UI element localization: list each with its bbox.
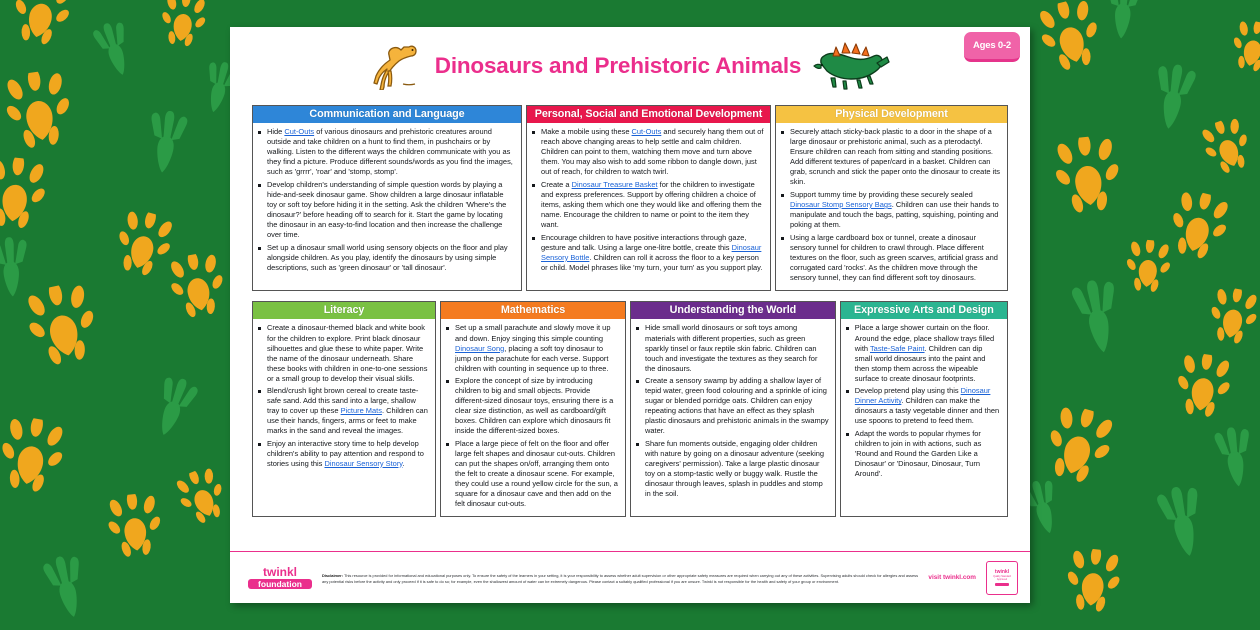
activity-item: Make a mobile using these Cut-Outs and securely hang them out of reach above changing areas to help settle and calm children. Children can point to them, watching them move and turn above them. You may also wish to add some ribbon to dangle down, just out of reach, for children to watch twirl. <box>531 127 764 177</box>
learning-area-column <box>440 301 626 517</box>
disclaimer-body: This resource is provided for informational and educational purposes only. To ensure the safety of the learners in your setting, it is your responsibility to assess whether adult supervision or other appropriate safety measures are required when carrying out any of these activities. Supervising adults should check for allergies and assess any potential risks before the activity and only proceed if it is safe to do so; for example, even the shallowest amount of water can be extremely dangerous. Please contact a suitably qualified professional if you are unsure. Twinkl is not responsible for the health and safety of your group or environment. <box>322 572 919 584</box>
activity-item: Create a Dinosaur Treasure Basket for the children to investigate and express preferences. Support by offering children a choice of items, asking them which one they would like and offering them the name. Encourage the children to name or point to the item they want. <box>531 180 764 230</box>
bottom-area-grid <box>252 301 1008 517</box>
activity-list <box>531 127 764 272</box>
activity-item: Develop pretend play using this Dinosaur Dinner Activity. Children can make the dinosaurs a tasty vegetable dinner and then use spoons to pretend to feed them. <box>845 386 1001 426</box>
activity-item: Support tummy time by providing these securely sealed Dinosaur Stomp Sensory Bags. Children can use their hands to manipulate and touch the bags, patting, squishing, pointing and poking at them. <box>780 190 1001 230</box>
visit-twinkl-link[interactable]: visit twinkl.com <box>928 574 976 581</box>
learning-area-body <box>631 319 835 516</box>
learning-area-heading: Expressive Arts and Design <box>841 302 1007 319</box>
learning-area-column <box>840 301 1008 517</box>
badge-bar <box>995 583 1009 586</box>
footprint-icon <box>0 68 78 161</box>
footprint-icon <box>171 463 235 534</box>
footprint-icon <box>0 155 50 239</box>
activity-item: Explore the concept of size by introducing children to big and small objects. Provide different-sized dinosaur toys, ensuring there is a clear size distinction, as well as cardboard/gift boxes. Children can explore which dinosaurs fit inside the different-sized boxes. <box>445 376 619 436</box>
activity-item: Securely attach sticky-back plastic to a door in the shape of a large dinosaur or prehistoric animal, such as a pterodactyl. Ensure children can reach from sitting and standing positions. Add different textures of paper/card in a basket. Children can grab, scrunch and stick the paper onto the dinosaur to create its skin. <box>780 127 1001 187</box>
activity-list <box>257 323 429 468</box>
sauropod-dinosaur-illustration <box>369 38 423 95</box>
top-area-grid <box>252 105 1008 291</box>
footprint-icon <box>165 250 231 328</box>
footprint-icon <box>104 492 166 567</box>
activity-item: Using a large cardboard box or tunnel, create a dinosaur sensory tunnel for children to crawl through. Place different textures on the floor, such as green scarves, artificial grass and corrugated card 'rocks'. As the children move through the sensory tunnel, they can find different soft toy dinosaurs. <box>780 233 1001 283</box>
page-footer <box>230 551 1030 603</box>
learning-area-heading: Literacy <box>253 302 435 319</box>
activity-item: Place a large shower curtain on the floor. Around the edge, place shallow trays filled with Taste-Safe Paint. Children can dip small world dinosaurs into the paint and then stomp them across the wipeable surface to create dinosaur footprints. <box>845 323 1001 383</box>
learning-area-column <box>775 105 1008 291</box>
resource-link[interactable]: Dinosaur Stomp Sensory Bags <box>790 199 892 209</box>
footprint-icon <box>135 107 197 180</box>
footprint-icon <box>5 0 76 56</box>
resource-link[interactable]: Cut-Outs <box>284 127 315 137</box>
learning-area-body <box>253 123 521 290</box>
page-header <box>230 27 1030 105</box>
learning-area-column <box>252 301 436 517</box>
activity-item: Share fun moments outside, engaging older children with nature by going on a dinosaur adventure (seeking caregivers' permission). Take a large plastic dinosaur toy on a stomp-tastic welly or buggy walk. Rustle the dinosaur through leaves, splash in puddles and stomp in the soil. <box>635 439 829 499</box>
resource-link[interactable]: Dinosaur Dinner Activity <box>854 386 991 406</box>
activity-list <box>635 323 829 498</box>
footprint-icon <box>1206 424 1260 494</box>
footprint-icon <box>1140 60 1205 137</box>
footprint-icon <box>1196 114 1259 184</box>
twinkl-foundation-logo <box>248 566 312 590</box>
footprint-icon <box>1123 238 1174 300</box>
footprint-icon <box>1161 187 1234 271</box>
learning-area-heading: Personal, Social and Emotional Development <box>527 106 770 123</box>
resource-link[interactable]: Dinosaur Sensory Story <box>324 458 403 468</box>
activity-list <box>845 323 1001 478</box>
activity-item: Adapt the words to popular rhymes for children to join in with actions, such as 'Round and Round the Garden Like a Dinosaur' or 'Dinosaur, Dinosaur, Turn Around'. <box>845 429 1001 479</box>
learning-area-body <box>527 123 770 290</box>
activity-item: Create a sensory swamp by adding a shallow layer of tepid water, green food colouring and a sprinkle of icing sugar or blended porridge oats. Children can enjoy repeating actions that have an effect as they splash plastic dinosaurs and prehistoric animals in the swampy water. <box>635 376 829 436</box>
footprint-icon <box>84 16 146 85</box>
foundation-logo-sub: foundation <box>248 579 312 590</box>
activity-item: Set up a dinosaur small world using sensory objects on the floor and play alongside children. As you play, identify the dinosaurs by using simple descriptions, such as 'green dinosaur' or 'tall dinosaur'. <box>257 243 515 273</box>
activity-item: Create a dinosaur-themed black and white book for the children to explore. Print black dinosaur silhouettes and glue these to white paper. Write the name of the dinosaur underneath. Share these books with children in one-to-one sessions or a small group to develop their visual skills. <box>257 323 429 383</box>
activity-list <box>257 127 515 272</box>
learning-area-body <box>441 319 625 516</box>
footprint-icon <box>0 235 38 302</box>
resource-link[interactable]: Cut-Outs <box>631 127 662 137</box>
worksheet-page <box>230 27 1030 603</box>
footprint-icon <box>1226 18 1260 81</box>
disclaimer-label: Disclaimer: <box>322 572 343 578</box>
learning-area-heading: Physical Development <box>776 106 1007 123</box>
activity-item: Hide Cut-Outs of various dinosaurs and prehistoric creatures around outside and take children on a hunt to find them, in pushchairs or by walking. Listen to the different ways the children communicate with you as they find a picture. Produce different sounds/words as you find the images, such as 'grrrr', 'roar' and 'stomp, stomp'. <box>257 127 515 177</box>
disclaimer-text <box>322 571 918 584</box>
activity-item: Place a large piece of felt on the floor and offer large felt shapes and dinosaur cut-outs. Children can put the shapes on/off, arranging them onto the felt to create a dinosaur scene. For example, they could use a round yellow circle for the sun, a square for a dinosaur cave and then add on the felt dinosaur cut-outs. <box>445 439 619 509</box>
footprint-icon <box>1062 547 1124 622</box>
foundation-logo-word: twinkl <box>262 564 297 579</box>
learning-area-heading: Mathematics <box>441 302 625 319</box>
footprint-icon <box>1204 285 1260 353</box>
twinkl-quality-badge <box>986 561 1018 595</box>
badge-sub: Quality Standard Approved <box>993 575 1011 581</box>
activity-list <box>780 127 1001 282</box>
activity-item: Encourage children to have positive interactions through gaze, gesture and talk. Using a large one-litre bottle, create this Dinosaur Sensory Bottle. Children can roll it across the floor to a key person or child. Model phrases like 'my turn, your turn' as you support play. <box>531 233 764 273</box>
learning-area-column <box>252 105 522 291</box>
learning-area-heading: Communication and Language <box>253 106 521 123</box>
badge-word: twinkl <box>994 569 1010 576</box>
footprint-icon <box>33 550 100 628</box>
footprint-icon <box>1050 134 1125 225</box>
resource-link[interactable]: Dinosaur Song <box>455 343 505 353</box>
learning-area-body <box>841 319 1007 516</box>
stegosaurus-dinosaur-illustration <box>813 38 891 95</box>
resource-link[interactable]: Picture Mats <box>340 406 382 416</box>
footprint-icon <box>1146 481 1220 567</box>
learning-area-column <box>526 105 771 291</box>
footprint-icon <box>1096 0 1151 45</box>
learning-area-body <box>253 319 435 516</box>
activity-item: Set up a small parachute and slowly move it up and down. Enjoy singing this simple counting Dinosaur Song, placing a soft toy dinosaur to jump on the parachute for each verse. Support children with counting in sequence up to three. <box>445 323 619 373</box>
activity-list <box>445 323 619 508</box>
learning-area-column <box>630 301 836 517</box>
footprint-icon <box>0 413 70 504</box>
activity-item: Enjoy an interactive story time to help develop children's ability to pay attention and respond to stories using this Dinosaur Sensory Story. <box>257 439 429 469</box>
footprint-icon <box>1171 351 1235 428</box>
resource-link[interactable]: Taste-Safe Paint <box>869 343 925 353</box>
footprint-icon <box>156 0 210 55</box>
activity-item: Hide small world dinosaurs or soft toys among materials with different properties, such as green sparkly tinsel or faux reptile skin fabric. Children can touch and investigate the textures as they search for the dinosaurs. <box>635 323 829 373</box>
page-title: Dinosaurs and Prehistoric Animals <box>434 53 802 78</box>
resource-link[interactable]: Dinosaur Sensory Bottle <box>541 242 762 262</box>
learning-area-heading: Understanding the World <box>631 302 835 319</box>
resource-link[interactable]: Dinosaur Treasure Basket <box>571 179 658 189</box>
activity-item: Develop children's understanding of simple question words by playing a hide-and-seek dinosaur game. Show children a large dinosaur inflatable toy or soft toy before hiding it in the setting. Ask the children 'Where's the dinosaur?' before heading off to search for it. Start the game by locating the dinosaur in an easy-to-find location and then increase the challenge over time. <box>257 180 515 240</box>
learning-area-body <box>776 123 1007 290</box>
activity-item: Blend/crush light brown cereal to create taste-safe sand. Add this sand into a large, shallow tray to cover up these Picture Mats. Children can use their hands, fingers, arms or feet to make marks in the sand and reveal the images. <box>257 386 429 436</box>
footprint-icon <box>138 370 207 447</box>
age-range-label: Ages 0-2 <box>972 40 1011 51</box>
age-range-badge <box>964 32 1020 62</box>
